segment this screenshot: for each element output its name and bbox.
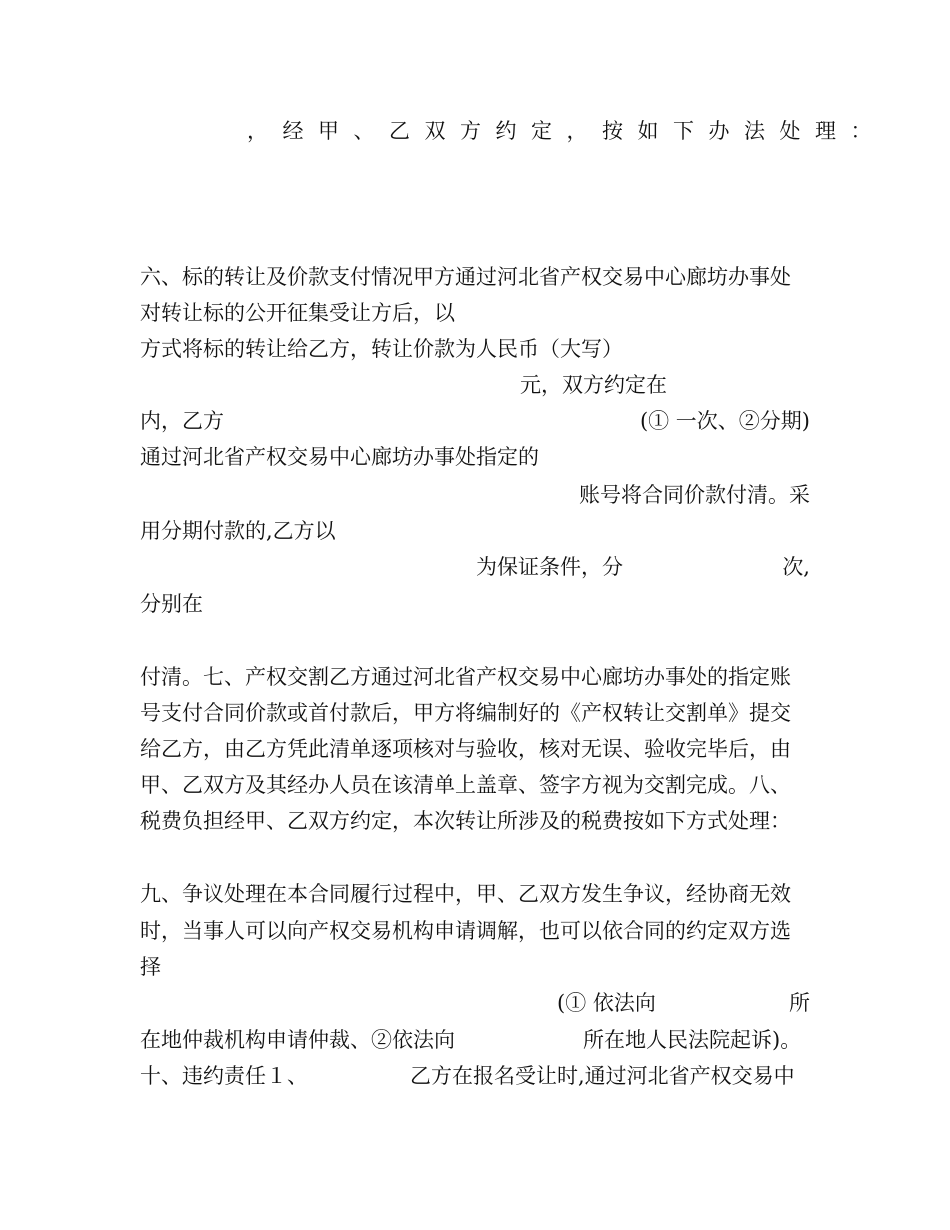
text-line: 用分期付款的,乙方以 — [140, 519, 336, 543]
text-line: 为保证条件，分 — [476, 555, 623, 579]
text-line: 甲、乙双方及其经办人员在该清单上盖章、签字方视为交割完成。八、 — [140, 773, 791, 797]
text-line: 方式将标的转让给乙方，转让价款为人民币（大写） — [140, 337, 623, 361]
text-line: 元，双方约定在 — [520, 373, 667, 397]
text-line: 择 — [140, 955, 161, 979]
text-line: 通过河北省产权交易中心廊坊办事处指定的 — [140, 445, 539, 469]
text-line: 号支付合同价款或首付款后，甲方将编制好的《产权转让交割单》提交 — [140, 701, 791, 725]
text-line: (① 一次、②分期) — [639, 409, 810, 433]
text-line: 分别在 — [140, 592, 203, 616]
text-line: 对转让标的公开征集受让方后，以 — [140, 301, 455, 325]
text-line: 乙方在报名受让时,通过河北省产权交易中 — [410, 1064, 795, 1088]
text-line: 账号将合同价款付清。采 — [579, 483, 810, 507]
text-line: 十、违约责任１、 — [140, 1064, 308, 1088]
text-line: 在地仲裁机构申请仲裁、②依法向 — [140, 1028, 455, 1052]
text-line: 所 — [789, 991, 810, 1015]
text-line: 时，当事人可以向产权交易机构申请调解，也可以依合同的约定双方选 — [140, 919, 791, 943]
text-line: 给乙方，由乙方凭此清单逐项核对与验收，核对无误、验收完毕后，由 — [140, 737, 791, 761]
text-line: (① 依法向 — [557, 991, 656, 1015]
text-line: 六、标的转让及价款支付情况甲方通过河北省产权交易中心廊坊办事处 — [140, 265, 791, 289]
text-line: 所在地人民法院起诉)。 — [583, 1028, 802, 1052]
text-line-top: ，经甲、乙双方约定，按如下办法处理： — [247, 119, 886, 143]
text-line: 税费负担经甲、乙双方约定，本次转让所涉及的税费按如下方式处理： — [140, 809, 791, 833]
text-line: 内，乙方 — [140, 409, 224, 433]
text-line: 次, — [782, 555, 810, 579]
text-line: 付清。七、产权交割乙方通过河北省产权交易中心廊坊办事处的指定账 — [140, 665, 791, 689]
text-line: 九、争议处理在本合同履行过程中，甲、乙双方发生争议，经协商无效 — [140, 882, 791, 906]
